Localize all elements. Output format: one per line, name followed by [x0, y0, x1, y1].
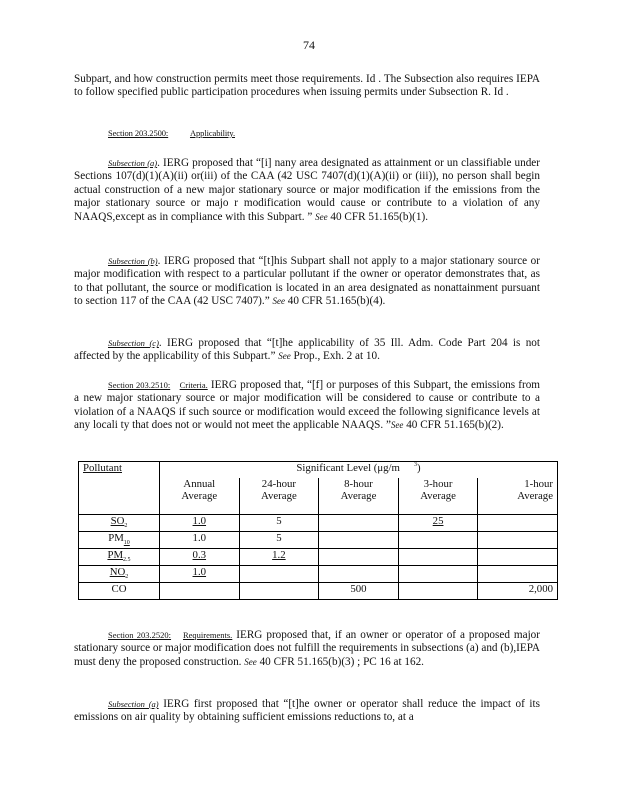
paragraph-requirements — [74, 629, 540, 669]
pollutant-cell: $PM_{10}$ — [79, 531, 160, 548]
page-number: 74 — [303, 38, 315, 52]
paragraph-criteria — [74, 379, 540, 433]
table-row: $PM_{2.5}$ 0.3 1.2 — [79, 548, 558, 565]
pollutant-header: Pollutant — [79, 462, 160, 515]
citation: 40 CFR 51.165(b)(3) ; PC 16 at 162. — [256, 655, 424, 668]
paragraph-text: IERG proposed that, if an owner or operator of a proposed major stationary source or major modification does not fulfill the requirements in subsections (a) and (b),IEPA must deny the proposed construction. — [74, 629, 541, 668]
see-signal: See — [390, 420, 404, 431]
paragraph-subpart: Subpart, and how construction permits meet those requirements. Id . The Subsection also requires IEPA to follow specified public participation procedures when issuing permits under Subsection R. Id . — [74, 73, 540, 99]
subsection-label: Subsection (a) — [108, 158, 158, 168]
significant-level-header: Significant Level (μg/m $^3$) — [160, 462, 558, 479]
significance-levels-table — [78, 461, 558, 600]
pollutant-cell: $SO_2$ — [79, 514, 160, 531]
column-header: 3-hour Average — [398, 478, 478, 514]
column-header: Annual Average — [160, 478, 240, 514]
paragraph-text: . IERG proposed that “[t]he applicability of 35 Ill. Adm. Code Part 204 is not affected by the applicability of this Subpart.” — [74, 337, 540, 363]
citation: 40 CFR 51.165(b)(2). — [403, 419, 504, 432]
pollutant-cell: $PM_{2.5}$ — [79, 548, 160, 565]
paragraph-text: IERG first proposed that “[t]he owner or operator shall reduce the impact of its emissions on air quality by obtaining sufficient emissions reductions to, at a — [74, 698, 540, 724]
column-header: 1-hour Average — [478, 478, 558, 514]
table-row: CO 500 2,000 — [79, 582, 558, 599]
pollutant-cell: CO — [79, 582, 160, 599]
section-title: Requirements. — [182, 630, 233, 640]
citation: 40 CFR 51.165(b)(1). — [327, 210, 428, 223]
see-signal: See — [272, 296, 285, 307]
table-row: $PM_{10}$ 1.0 5 — [79, 531, 558, 548]
subsection-label: Subsection (a) — [108, 699, 159, 709]
column-header: 8-hour Average — [319, 478, 399, 514]
paragraph-subsection-b — [74, 255, 540, 309]
paragraph-text: . IERG proposed that “[t]his Subpart shall not apply to a major stationary source or major modification with respect to a particular pollutant if the owner or operator demonstrates that, as to that pollutant, the source or modification is located in an area designated as nonattainment pursuant to section 117 of the CAA (42 USC 7407).” — [74, 255, 540, 308]
column-header: 24-hour Average — [239, 478, 319, 514]
citation: Prop., Exh. 2 at 10. — [290, 350, 380, 363]
table-row: $SO_2$ 1.0 5 25 — [79, 514, 558, 531]
paragraph-text: . IERG proposed that “[i] nany area designated as attainment or un classifiable under Sections 107(d)(1)(A)(ii) or(iii) of the CAA (42 USC 7407(d)(1)(A)(ii) or (iii)), no person shall begin actual construction of a new major stationary source or major modification if the emissions from the major stationary source or majo r modification would cause or contribute to a violation of any NAAQS,except as in compliance with this Subpart. ” — [74, 157, 540, 223]
section-number: Section 203.2520: — [108, 630, 172, 640]
table-header-row — [79, 462, 558, 479]
paragraph-subsection-a — [74, 157, 540, 224]
section-title: Criteria. — [179, 380, 208, 390]
section-heading-applicability — [108, 128, 235, 138]
pollutant-cell: $NO_2$ — [79, 565, 160, 582]
section-title: Applicability. — [189, 128, 236, 138]
see-signal: See — [315, 211, 328, 222]
see-signal: See — [244, 656, 257, 667]
citation: 40 CFR 51.165(b)(4). — [284, 295, 386, 308]
paragraph-subsection-c — [74, 337, 540, 364]
subsection-label: Subsection (b) — [108, 256, 158, 266]
paragraph-requirements-subsection-a — [74, 698, 540, 725]
section-number: Section 203.2500: — [108, 128, 169, 138]
table-row: $NO_2$ 1.0 — [79, 565, 558, 582]
section-number: Section 203.2510: — [108, 380, 171, 390]
paragraph-text: IERG proposed that, “[f] or purposes of this Subpart, the emissions from a new major stationary source or major modification will be considered to cause or contribute to a violation of a NAAQS if such source or modification would exceed the following significance levels at any locali ty that does not or would not meet the applicable NAAQS. ” — [74, 379, 540, 432]
subsection-label: Subsection (c) — [108, 338, 159, 348]
see-signal: See — [278, 351, 291, 362]
